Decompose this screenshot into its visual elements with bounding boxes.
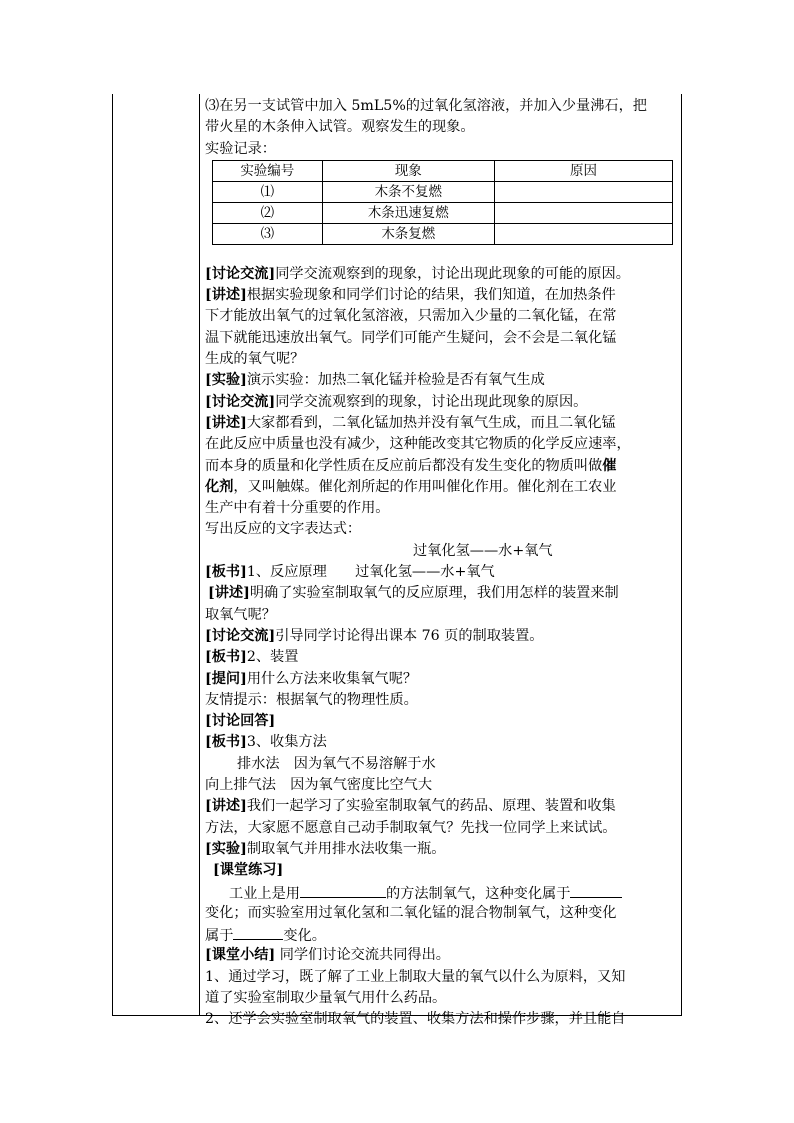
section-label: [实验]	[205, 840, 247, 857]
paragraph-text: 用什么方法来收集氧气呢？	[246, 670, 418, 687]
text-line: 生成的氧气呢？	[205, 351, 305, 368]
fill-in-blank	[300, 882, 386, 898]
section-label: [板书]	[205, 734, 247, 751]
section-label: [讨论交流]	[205, 627, 276, 644]
table-cell: 木条不复燃	[322, 181, 494, 202]
paragraph-experiment-1	[205, 370, 679, 391]
paragraph-discussion-answer	[205, 711, 679, 732]
text-line: 取氧气呢？	[205, 606, 276, 623]
paragraph-discussion-2	[205, 392, 679, 413]
paragraph-text: 3、收集方法	[246, 734, 327, 751]
text-line: 在此反应中质量也没有减少，这种能改变其它物质的化学反应速率，	[205, 436, 631, 453]
text-line	[205, 924, 679, 945]
fill-in-blank	[570, 882, 622, 898]
paragraph-lecture-2	[205, 413, 679, 434]
table-row	[213, 223, 673, 244]
paragraph-experiment-2	[205, 839, 679, 860]
paragraph-discussion-3	[205, 626, 679, 647]
text-line: 排水法 因为氧气不易溶解于水	[237, 755, 436, 772]
text-line: 2、还学会实验室制取氧气的装置、收集方法和操作步骤，并且能自	[205, 1011, 626, 1028]
paragraph-text: 1、反应原理 过氧化氢——水+氧气	[246, 564, 495, 581]
table-header-row	[213, 160, 673, 181]
table-cell: 木条迅速复燃	[322, 202, 494, 223]
paragraph-practice	[205, 860, 679, 881]
text-line	[205, 882, 679, 903]
section-label: [提问]	[205, 670, 247, 687]
text-line	[205, 477, 679, 498]
table-cell: ⑴	[213, 181, 323, 202]
paragraph-text: 明确了实验室制取氧气的反应原理，我们用怎样的装置来制	[249, 585, 619, 602]
table-cell: 木条复燃	[322, 223, 494, 244]
paragraph-text: 引导同学讨论得出课本 76 页的制取装置。	[275, 627, 544, 644]
section-label: [实验]	[205, 372, 247, 389]
paragraph-text: 同学交流观察到的现象，讨论出现此现象的原因。	[275, 393, 588, 410]
text-line: 实验记录：	[205, 140, 276, 157]
section-label: [课堂小结]	[205, 947, 276, 964]
text-line: 带火星的木条伸入试管。观察发生的现象。	[205, 119, 475, 136]
lesson-content	[205, 96, 679, 1031]
text-line: 1、通过学习，既了解了工业上制取大量的氧气以什么为原料，又知	[205, 968, 626, 985]
section-label: [讲述]	[208, 585, 250, 602]
header-cell: 实验编号	[213, 160, 323, 181]
paragraph-board-1	[205, 562, 679, 583]
section-label: [课堂练习]	[213, 862, 284, 879]
paragraph-lecture-1	[205, 285, 679, 306]
paragraph-text: 我们一起学习了实验室制取氧气的药品、原理、装置和收集	[246, 798, 616, 815]
text-line: 变化；而实验室用过氧化氢和二氧化锰的混合物制氧气，这种变化	[205, 904, 617, 921]
paragraph-question	[205, 669, 679, 690]
paragraph-text: 属于	[205, 928, 234, 945]
fill-in-blank	[233, 924, 283, 940]
paragraph-summary	[205, 945, 679, 966]
table-cell	[495, 202, 673, 223]
text-line: 方法，大家愿不愿意自己动手制取氧气？先找一位同学上来试试。	[205, 819, 617, 836]
section-label: [讨论交流]	[205, 265, 276, 282]
paragraph-text: ，又叫触媒。催化剂所起的作用叫催化作用。催化剂在工农业	[233, 478, 617, 495]
emphasis-text: 催	[602, 457, 617, 474]
paragraph-board-3	[205, 732, 679, 753]
paragraph-lecture-3	[205, 583, 679, 604]
paragraph-text: 根据实验现象和同学们讨论的结果，我们知道，在加热条件	[246, 287, 616, 304]
text-line: 生产中有着十分重要的作用。	[205, 500, 390, 517]
section-label: [讨论回答]	[205, 713, 276, 730]
table-cell	[495, 223, 673, 244]
paragraph-text: 同学们讨论交流共同得出。	[275, 947, 450, 964]
header-cell: 原因	[495, 160, 673, 181]
paragraph-text: 变化。	[283, 928, 326, 945]
section-label: [讲述]	[205, 798, 247, 815]
paragraph-board-2	[205, 647, 679, 668]
paragraph-discussion-1	[205, 264, 679, 285]
text-line: 道了实验室制取少量氧气用什么药品。	[205, 989, 447, 1006]
emphasis-text: 化剂	[205, 478, 234, 495]
table-cell: ⑵	[213, 202, 323, 223]
experiment-record-table	[212, 160, 673, 245]
table-cell: ⑶	[213, 223, 323, 244]
text-line	[205, 456, 679, 477]
paragraph-text: 而本身的质量和化学性质在反应前后都没有发生变化的物质叫做	[205, 457, 603, 474]
paragraph-text: 制取氧气并用排水法收集一瓶。	[246, 840, 446, 857]
text-line: 下才能放出氧气的过氧化氢溶液，只需加入少量的二氧化锰，在常	[205, 308, 617, 325]
table-row	[213, 181, 673, 202]
section-label: [板书]	[205, 564, 247, 581]
paragraph-text: 2、装置	[246, 649, 299, 666]
section-label: [板书]	[205, 649, 247, 666]
table-row	[213, 202, 673, 223]
header-cell: 现象	[322, 160, 494, 181]
paragraph-text: 大家都看到，二氧化锰加热并没有氧气生成，而且二氧化锰	[246, 414, 616, 431]
text-line: 友情提示：根据氧气的物理性质。	[205, 691, 418, 708]
text-line: ⑶在另一支试管中加入 5mL5%的过氧化氢溶液，并加入少量沸石，把	[205, 98, 647, 114]
paragraph-text: 同学交流观察到的现象，讨论出现此现象的可能的原因。	[275, 265, 630, 282]
section-label: [讲述]	[205, 287, 247, 304]
text-line: 向上排气法 因为氧气密度比空气大	[205, 777, 433, 794]
paragraph-text: 演示实验：加热二氧化锰并检验是否有氧气生成	[246, 372, 545, 389]
table-cell	[495, 181, 673, 202]
paragraph-text: 的方法制氧气，这种变化属于	[385, 885, 571, 902]
section-label: [讨论交流]	[205, 393, 276, 410]
paragraph-text: 工业上是用	[229, 885, 300, 902]
paragraph-lecture-4	[205, 796, 679, 817]
section-label: [讲述]	[205, 414, 247, 431]
word-equation: 过氧化氢——水+氧气	[413, 542, 553, 559]
text-line: 温下就能迅速放出氧气。同学们可能产生疑问，会不会是二氧化锰	[205, 329, 617, 346]
column-divider	[199, 94, 200, 1016]
text-line: 写出反应的文字表达式：	[205, 521, 362, 538]
